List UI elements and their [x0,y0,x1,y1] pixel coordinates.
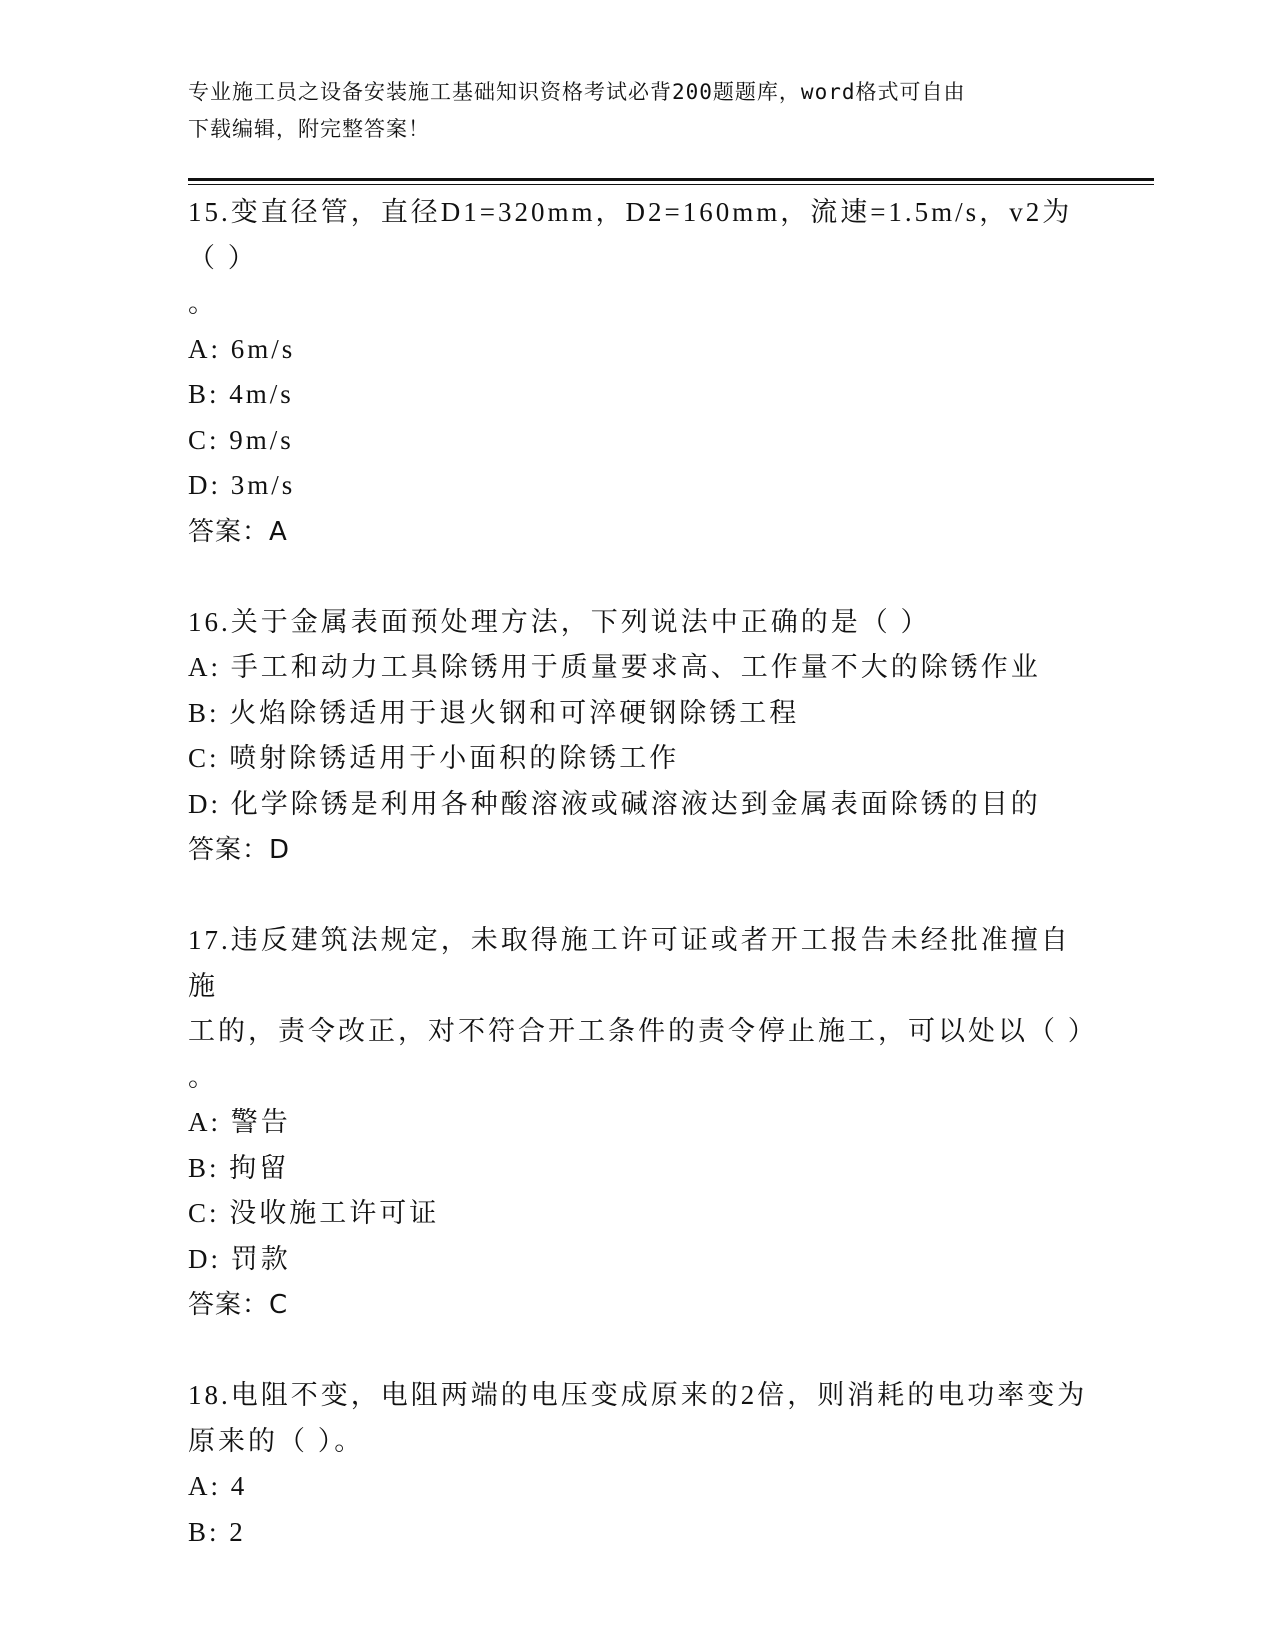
document-header [188,74,1068,148]
question-18 [188,1373,1088,1555]
question-list [188,190,1098,1555]
question-stem: 工的，责令改正，对不符合开工条件的责令停止施工，可以处以（ ） [188,1016,1098,1046]
answer: 答案：A [188,516,288,547]
option-a: A: 手工和动力工具除锈用于质量要求高、工作量不大的除锈作业 [188,652,1041,682]
header-divider-thin [188,184,1154,185]
answer: 答案：C [188,1290,289,1320]
answer: 答案：D [188,835,291,865]
option-b: B: 火焰除锈适用于退火钢和可淬硬钢除锈工程 [188,697,800,728]
spacer [188,873,1088,918]
question-stem: 原来的（ ）。 [188,1425,365,1456]
spacer [188,555,1088,600]
question-16 [188,600,1088,874]
option-c: C: 没收施工许可证 [188,1198,440,1228]
option-d: D: 3m/s [188,470,296,500]
option-c: C: 9m/s [188,424,294,455]
question-stem: 。 [188,1061,218,1092]
question-stem: 18.电阻不变，电阻两端的电压变成原来的2倍，则消耗的电功率变为 [188,1380,1088,1410]
option-b: B: 拘留 [188,1152,290,1183]
header-line-2: 下载编辑，附完整答案！ [188,117,430,141]
spacer [188,1328,1088,1373]
option-b: B: 2 [188,1516,246,1547]
header-line-1: 专业施工员之设备安装施工基础知识资格考试必背200题题库，word格式可自由 [188,80,966,104]
header-divider-thick [188,178,1154,181]
question-stem: 16.关于金属表面预处理方法，下列说法中正确的是（ ） [188,606,931,637]
question-15 [188,190,1088,555]
question-17 [188,918,1098,1328]
option-d: D: 罚款 [188,1243,291,1274]
option-a: A: 6m/s [188,333,296,364]
question-stem: 17.违反建筑法规定，未取得施工许可证或者开工报告未经批准擅自施 [188,925,1071,1001]
question-stem: 。 [188,288,218,318]
option-a: A: 4 [188,1471,248,1501]
option-b: B: 4m/s [188,379,294,409]
option-c: C: 喷射除锈适用于小面积的除锈工作 [188,743,680,773]
option-d: D: 化学除锈是利用各种酸溶液或碱溶液达到金属表面除锈的目的 [188,788,1041,819]
option-a: A: 警告 [188,1107,291,1137]
question-stem: 15.变直径管，直径D1=320mm，D2=160mm，流速=1.5m/s，v2为（ ） [188,197,1073,273]
